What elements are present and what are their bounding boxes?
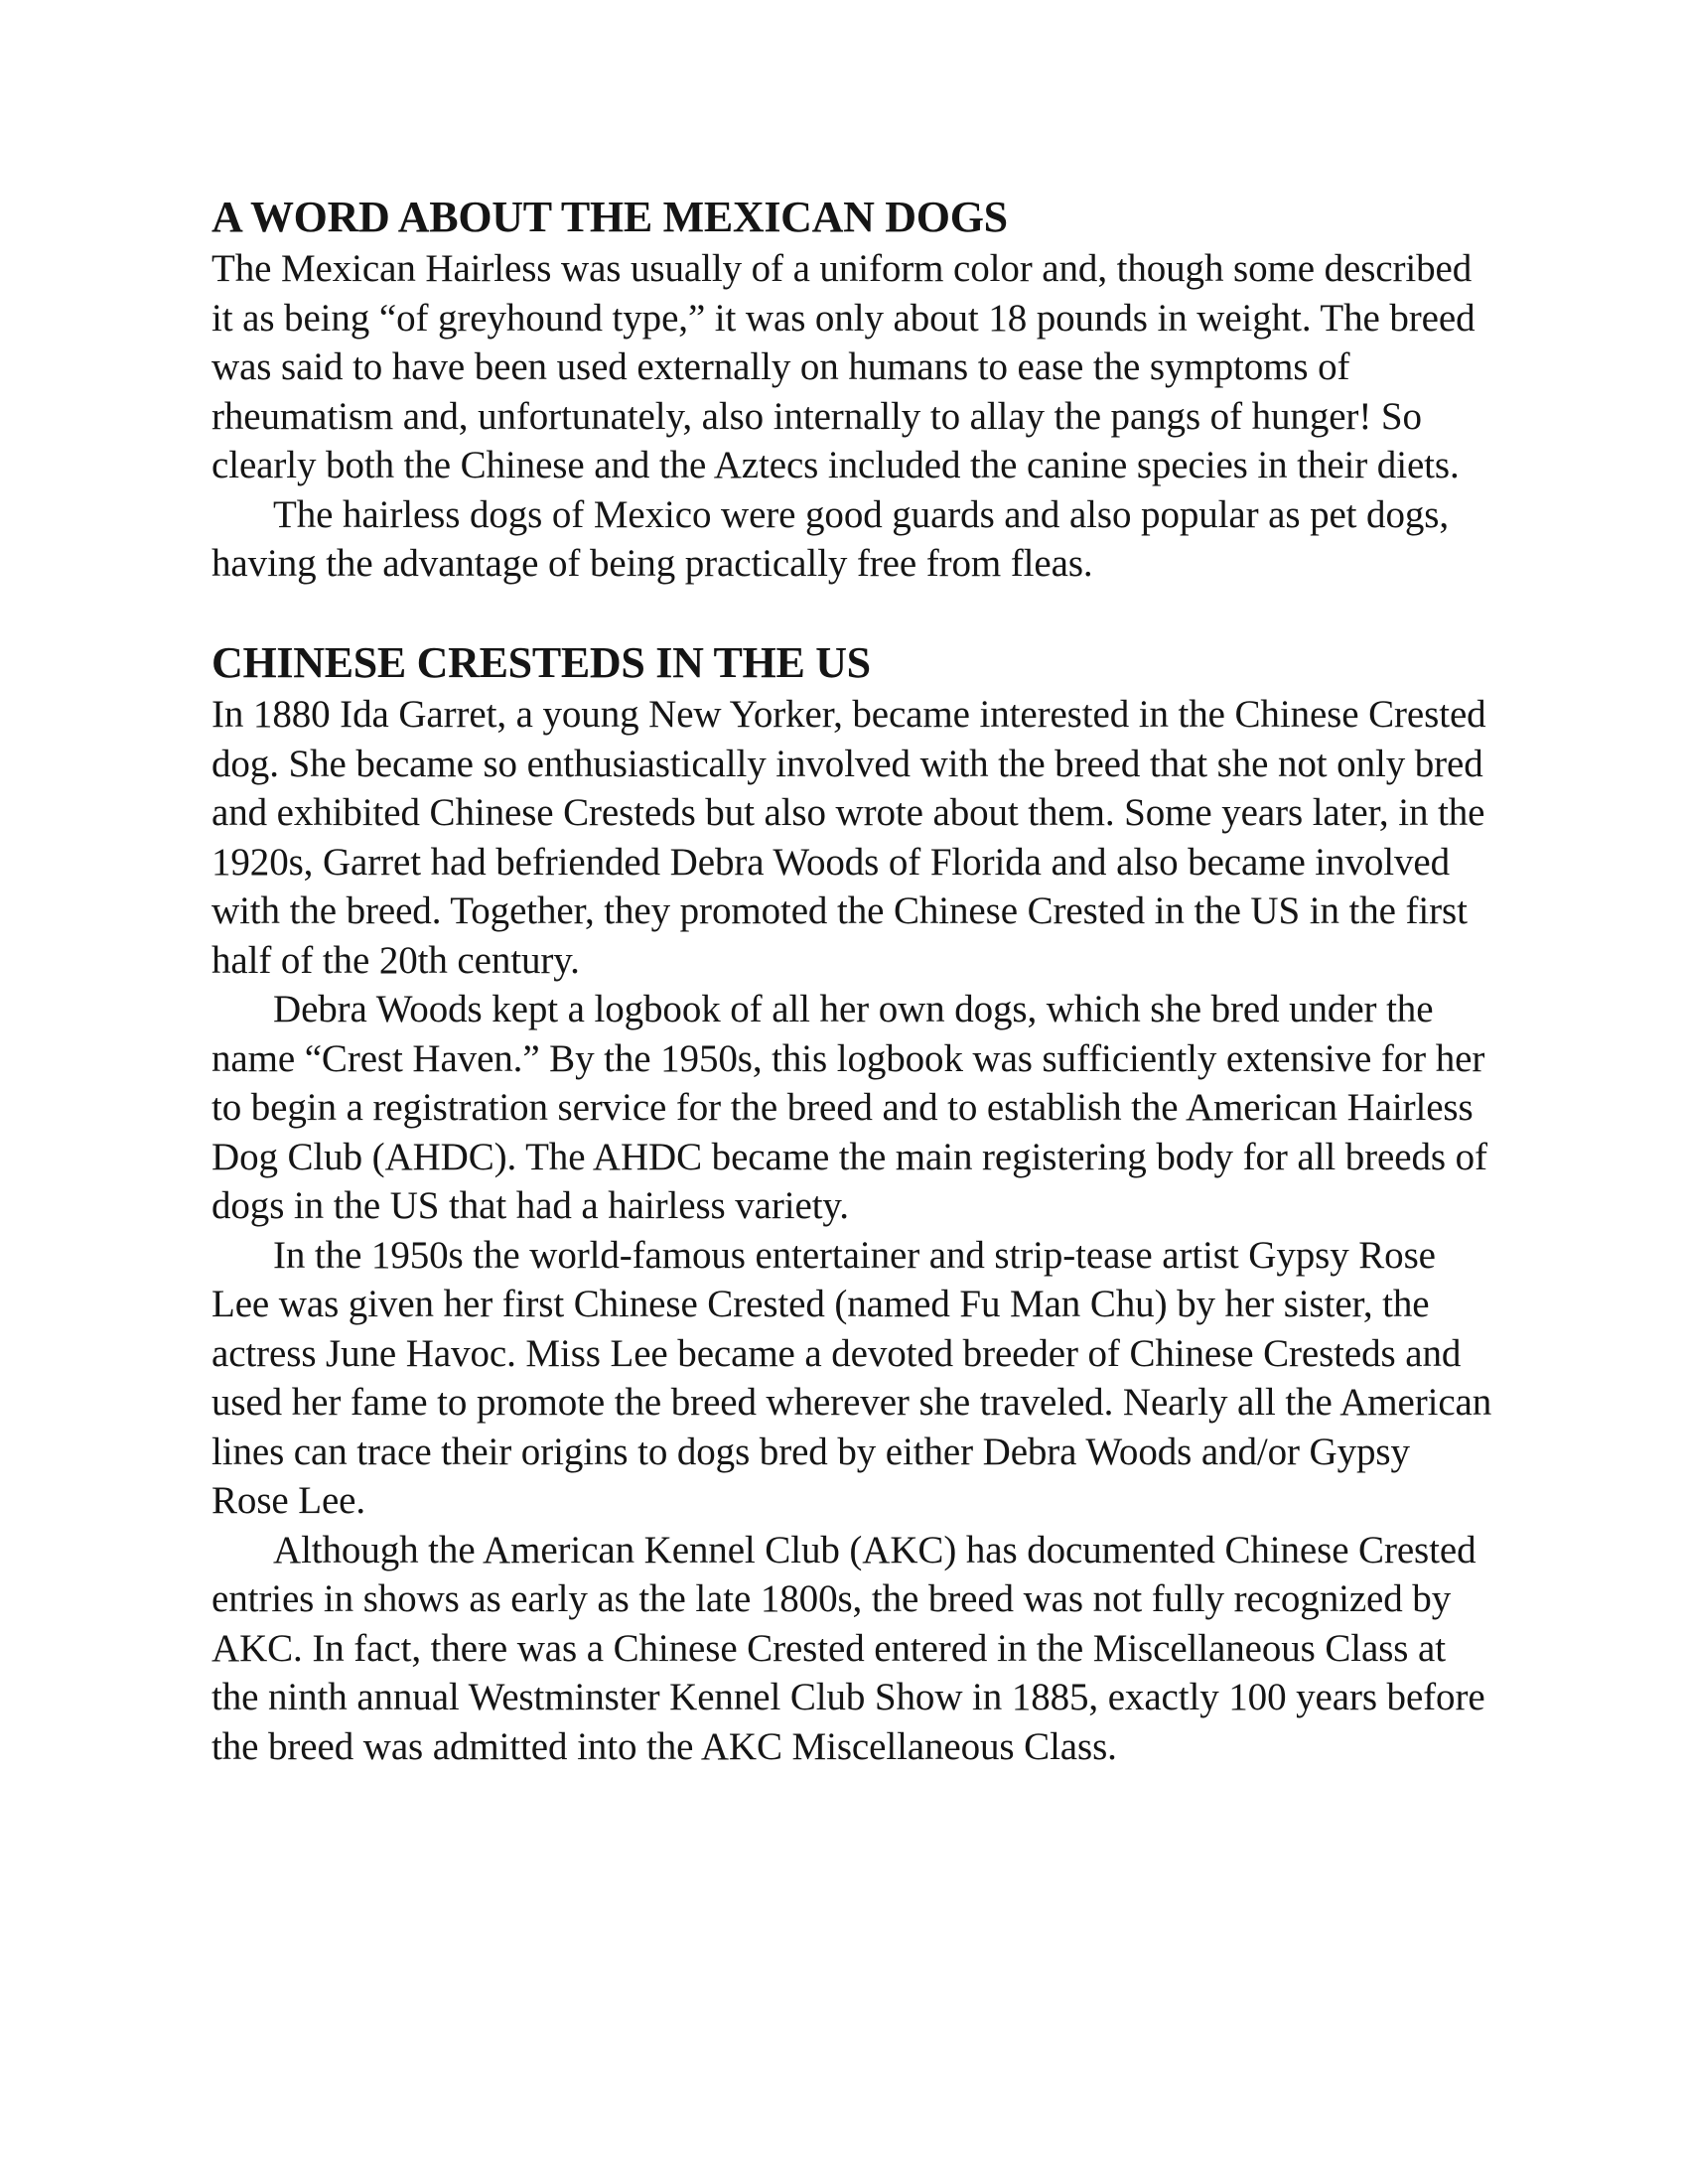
section-heading: A WORD ABOUT THE MEXICAN DOGS bbox=[211, 193, 1008, 241]
paragraph: Debra Woods kept a logbook of all her own dogs, which she bred under the name “Crest Haven.” By the 1950s, this logbook was sufficiently extensive for her to begin a registration service for the breed and to establish the American Hairless Dog Club (AHDC). The AHDC became the main registering body for all breeds of dogs in the US that had a hairless variety. bbox=[211, 988, 1487, 1228]
paragraph: The Mexican Hairless was usually of a uniform color and, though some described it as being “of greyhound type,” it was only about 18 pounds in weight. The breed was said to have been used externally on humans to ease the symptoms of rheumatism and, unfortunately, also internally to allay the pangs of hunger! So clearly both the Chinese and the Aztecs included the canine species in their diets. bbox=[211, 247, 1476, 487]
section-heading: CHINESE CRESTEDS IN THE US bbox=[211, 637, 871, 687]
section-chinese-cresteds-us bbox=[211, 639, 1492, 1771]
paragraph: Although the American Kennel Club (AKC) has documented Chinese Crested entries in shows as early as the late 1800s, the breed was not fully recognized by AKC. In fact, there was a Chinese Crested entered in the Miscellaneous Class at the ninth annual Westminster Kennel Club Show in 1885, exactly 100 years before the breed was admitted into the AKC Miscellaneous Class. bbox=[211, 1528, 1485, 1768]
document-page bbox=[211, 194, 1492, 1771]
paragraph: In the 1950s the world-famous entertainer and strip-tease artist Gypsy Rose Lee was given her first Chinese Crested (named Fu Man Chu) by her sister, the actress June Havoc. Miss Lee became a devoted breeder of Chinese Cresteds and used her fame to promote the breed wherever she traveled. Nearly all the American lines can trace their origins to dogs bred by either Debra Woods and/or Gypsy Rose Lee. bbox=[211, 1233, 1492, 1523]
paragraph: In 1880 Ida Garret, a young New Yorker, became interested in the Chinese Crested dog. She became so enthusiastically involved with the breed that she not only bred and exhibited Chinese Cresteds but also wrote about them. Some years later, in the 1920s, Garret had befriended Debra Woods of Florida and also became involved with the breed. Together, they promoted the Chinese Crested in the US in the first half of the 20th century. bbox=[211, 693, 1486, 982]
paragraph: The hairless dogs of Mexico were good guards and also popular as pet dogs, having the advantage of being practically free from fleas. bbox=[211, 492, 1449, 586]
section-mexican-dogs bbox=[211, 194, 1492, 589]
